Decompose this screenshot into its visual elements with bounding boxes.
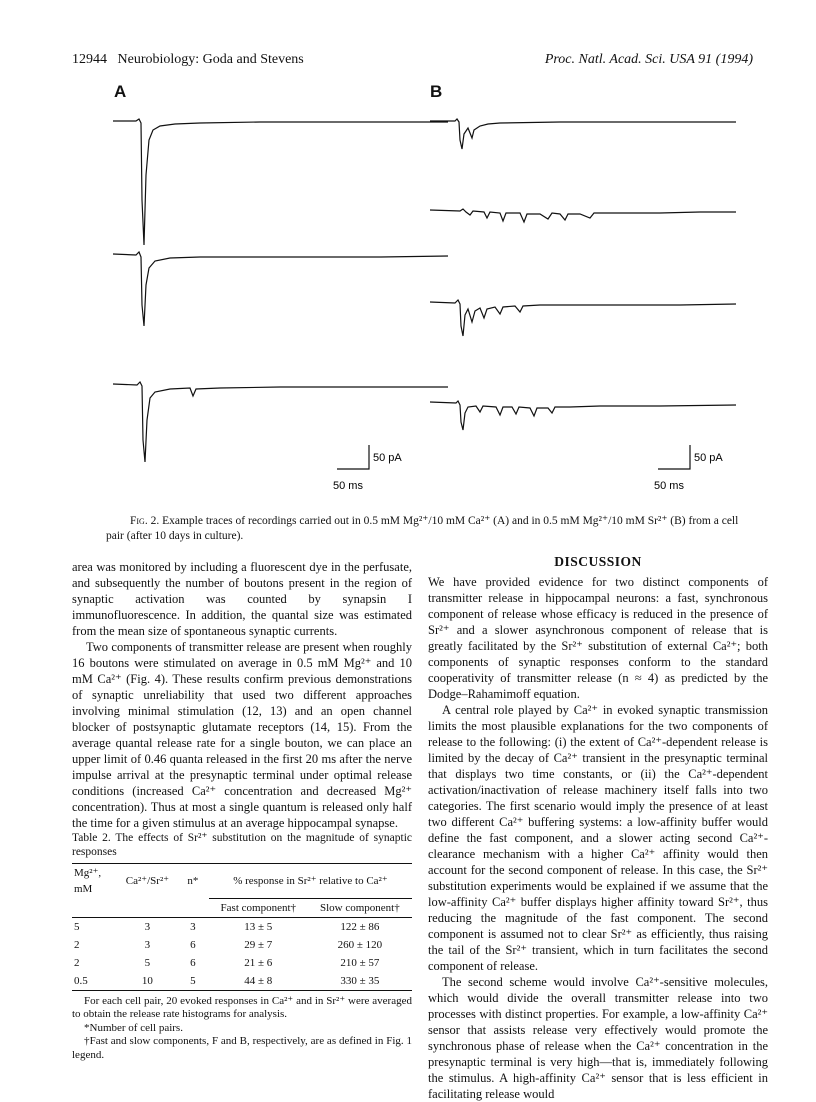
table-row — [72, 917, 412, 936]
right-paragraph-2: A central role played by Ca²⁺ in evoked synaptic transmission limits the most plausible explanations for the two components of release to the following: (i) the extent of Ca²⁺-dependent release is limited by the decay of Ca²⁺ transient in the presynaptic terminal that displays two time constants, or (ii) the Ca²⁺-dependent activation/inactivation of release machinery itself falls into two categories. The first scenario would imply the presence of at least two different Ca²⁺ buffering systems: a low-affinity buffer would define the fast component, and a slower acting second Ca²⁺-clearance mechanism with a higher Ca²⁺ affinity would then account for the second component of release. In this case, the Sr²⁺ substitution experiments would be explained if we assume that the low-affinity Ca²⁺ buffer displays higher affinity toward Sr²⁺, thus reducing the magnitude of the fast component. The second component is assumed not to clear Sr²⁺ as efficiently, thus raising the tail of the Sr²⁺ transient, which in turn facilitates the second component of release. — [428, 703, 768, 973]
table-cell: 6 — [190, 956, 196, 969]
right-paragraph-1: We have provided evidence for two distinct components of transmitter release in hippocampal neurons: a fast, synchronous component of release whose efficacy is reduced in the presence of Sr²⁺ and a slower asynchronous component of release that is greatly facilitated by the Sr²⁺ substitution of external Ca²⁺; both components of synaptic responses conform to the standard cooperativity of transmitter release (n ≈ 4) as predicted by the Dodge–Rahamimoff equation. — [428, 575, 768, 701]
figure-caption-text: Example traces of recordings carried out in 0.5 mM Mg²⁺/10 mM Ca²⁺ (A) and in 0.5 mM Mg²⁺/10 mM Sr²⁺ (B) from a cell pair (after 10 days in culture). — [106, 515, 739, 542]
table-header-ca-sr: Ca²⁺/Sr²⁺ — [125, 875, 170, 887]
right-paragraph-3: The second scheme would involve Ca²⁺-sensitive molecules, which would divide the overall transmitter release into two processes with distinct properties. For example, a low-affinity Ca²⁺ sensor that assists release very effectively would promote the synchronous phase of release when the Ca²⁺ concentration in the presynaptic terminal is very high—that is, immediately following the stimulus. A high-affinity Ca²⁺ sensor that is less efficient in facilitating release would — [428, 975, 768, 1101]
table-footnote: *Number of cell pairs. — [84, 1021, 183, 1034]
figure-caption — [106, 514, 754, 544]
left-column — [72, 559, 412, 1062]
table-footnote: †Fast and slow components, F and B, respectively, are as defined in Fig. 1 legend. — [72, 1035, 412, 1061]
table-cell: 13 ± 5 — [244, 920, 273, 933]
trace-b2 — [430, 209, 736, 222]
table-header-n: n* — [187, 875, 199, 887]
table-cell: 2 — [74, 956, 80, 969]
table-cell: 44 ± 8 — [244, 974, 273, 987]
table-2-caption: Table 2. The effects of Sr²⁺ substitution on the magnitude of synaptic responses — [72, 832, 412, 858]
table-2 — [72, 863, 412, 991]
left-paragraph-2: Two components of transmitter release are present when roughly 16 boutons were stimulated on average in 0.5 mM Mg²⁺ and 10 mM Ca²⁺ (Fig. 4). These results confirm previous demonstrations of synaptic unreliability that used two different approaches involving minimal stimulation (12, 13) and an open channel blocker of postsynaptic glutamate receptors (14, 15). From the average quantal release rate for a single bouton, we can place an upper limit of 0.46 quanta released in the first 20 ms after the nerve impulse arrival at the presynaptic terminal under optimal release conditions (increased Ca²⁺ concentration and decreased Mg²⁺ concentration). Thus at most a single quantum is released only half the time for a given stimulus at an average hippocampal synapse. — [72, 640, 412, 830]
trace-a2 — [113, 252, 448, 326]
table-row — [72, 954, 412, 972]
scale-bar-a — [337, 445, 369, 469]
page-number: 12944 — [72, 52, 107, 67]
scale-time-label-a: 50 ms — [333, 480, 363, 492]
table-cell: 6 — [190, 938, 196, 951]
trace-a1 — [113, 119, 448, 245]
panel-b-label: B — [430, 82, 443, 101]
discussion-heading: DISCUSSION — [554, 554, 642, 569]
table-header-slow: Slow component† — [308, 898, 412, 917]
trace-a3 — [113, 382, 448, 462]
table-row — [72, 972, 412, 991]
table-cell: 210 ± 57 — [340, 956, 380, 969]
table-cell: 122 ± 86 — [340, 920, 380, 933]
table-header-fast: Fast component† — [209, 898, 308, 917]
figure-caption-label: Fig. 2. — [130, 515, 160, 527]
panel-a-label: A — [114, 82, 127, 101]
trace-b3 — [430, 300, 736, 336]
left-paragraph-1: area was monitored by including a fluorescent dye in the perfusate, and subsequently the number of boutons present in the region of synaptic activation was counted by synapsin I immunofluorescence. In addition, the quantal size was estimated from the mean size of spontaneous synaptic currents. — [72, 560, 412, 638]
table-cell: 330 ± 35 — [340, 974, 380, 987]
table-cell: 21 ± 6 — [244, 956, 273, 969]
table-cell: 3 — [144, 938, 151, 951]
table-footnote: For each cell pair, 20 evoked responses in Ca²⁺ and in Sr²⁺ were averaged to obtain the release rate histograms for analysis. — [72, 994, 412, 1020]
table-cell: 5 — [144, 956, 151, 969]
scale-bar-b — [658, 445, 690, 469]
table-header-group: % response in Sr²⁺ relative to Ca²⁺ — [209, 864, 412, 899]
table-cell: 2 — [74, 938, 80, 951]
scale-current-label-b: 50 pA — [694, 452, 723, 464]
right-column — [428, 554, 768, 1102]
table-cell: 29 ± 7 — [244, 938, 273, 951]
table-cell: 10 — [141, 974, 153, 987]
scale-current-label-a: 50 pA — [373, 452, 402, 464]
table-cell: 3 — [190, 920, 196, 933]
figure-traces — [0, 0, 816, 510]
journal-citation: Proc. Natl. Acad. Sci. USA 91 (1994) — [544, 52, 753, 67]
trace-b4 — [430, 401, 736, 430]
scale-time-label-b: 50 ms — [654, 480, 684, 492]
table-cell: 3 — [144, 920, 151, 933]
trace-b1 — [430, 119, 736, 149]
section-heading: Neurobiology: Goda and Stevens — [117, 52, 304, 67]
table-row — [72, 936, 412, 954]
table-header-mg: Mg²⁺, mM — [74, 867, 102, 895]
table-cell: 5 — [190, 974, 196, 987]
table-cell: 0.5 — [74, 974, 88, 987]
table-cell: 5 — [74, 920, 80, 933]
table-footnotes — [72, 995, 412, 1063]
table-cell: 260 ± 120 — [337, 938, 383, 951]
